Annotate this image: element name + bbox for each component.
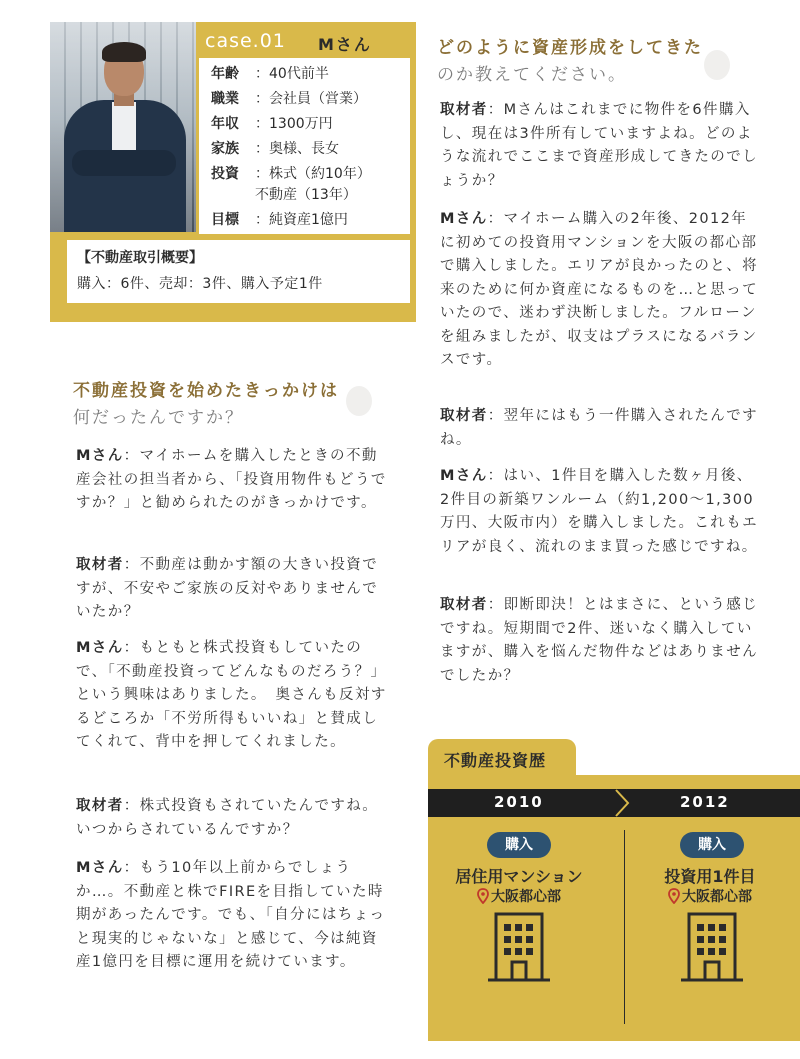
paragraph: 取材者：翌年にはもう一件購入されたんですね。 bbox=[440, 408, 759, 448]
paragraph: 取材者：Mさんはこれまでに物件を6件購入し、現在は3件所有していますよね。どのような流れでここまで資産形成してきたのでしょうか？ bbox=[440, 102, 758, 189]
profile-row-age: 年齢 ：40代前半 bbox=[211, 66, 329, 82]
location-pin-icon bbox=[477, 888, 489, 904]
paragraph: Mさん：マイホームを購入したときの不動産会社の担当者から、「投資用物件もどうですか？」と勧められたのがきっかけです。 bbox=[76, 448, 387, 511]
property-title: 投資用1件目 bbox=[664, 867, 756, 886]
interviewee-name: Mさん bbox=[318, 35, 372, 54]
chevron-right-icon bbox=[612, 789, 632, 817]
building-icon bbox=[675, 910, 749, 984]
purchase-badge: 購入 bbox=[680, 832, 744, 858]
profile-row-investment: 投資 ：株式（約10年） bbox=[211, 166, 371, 182]
question-heading-right: どのように資産形成をしてきた のか教えてください。 bbox=[437, 38, 703, 85]
profile-row-family: 家族 ：奥様、長女 bbox=[211, 141, 339, 157]
profile-details bbox=[199, 58, 410, 234]
profile-row-goal: 目標 ：純資産1億円 bbox=[211, 212, 348, 228]
property-location: 大阪都心部 bbox=[429, 886, 609, 906]
profile-photo bbox=[50, 22, 196, 232]
property-title: 居住用マンション bbox=[455, 867, 583, 886]
paragraph: Mさん：はい、1件目を購入した数ヶ月後、2件目の新築ワンルーム（約1,200～1,300万円、大阪市内）を購入しました。これもエリアが良く、流れのまま買った感じですね。 bbox=[440, 468, 758, 555]
paragraph: 取材者：株式投資もされていたんですね。いつからされているんですか？ bbox=[76, 798, 379, 838]
building-icon bbox=[482, 910, 556, 984]
history-tab-label: 不動産投資歴 bbox=[444, 751, 547, 770]
paragraph: Mさん：マイホーム購入の2年後、2012年に初めての投資用マンションを大阪の都心部で購入しました。エリアが良かったのと、将来のために何か資産になるものを…と思っていたので、迷わず決断しました。フルローンを組みましたが、収支はプラスになるバランスです。 bbox=[440, 211, 758, 368]
purchase-badge: 購入 bbox=[487, 832, 551, 858]
history-tab bbox=[428, 739, 576, 777]
summary-body: 購入：6件、売却：3件、購入予定1件 bbox=[77, 276, 323, 292]
paragraph: 取材者：即断即決！とはまさに、という感じですね。短期間で2件、迷いなく購入していますが、購入を悩んだ物件などはありませんでしたか？ bbox=[440, 597, 759, 684]
transaction-summary bbox=[67, 240, 410, 303]
speech-bubble-decoration bbox=[704, 50, 730, 80]
profile-row-income: 年収 ：1300万円 bbox=[211, 116, 333, 132]
case-label: case.01 bbox=[205, 30, 286, 52]
timeline-year: 2010 bbox=[494, 793, 544, 811]
paragraph: Mさん：もう10年以上前からでしょうか…。不動産と株でFIREを目指していた時期があったんです。でも、「自分にはちょっと現実的じゃないな」と感じて、今は純資産1億円を目標に運用を続けています。 bbox=[76, 860, 386, 970]
location-pin-icon bbox=[668, 888, 680, 904]
timeline-divider bbox=[624, 830, 625, 1024]
question-heading-left: 不動産投資を始めたきっかけは 何だったんですか？ bbox=[73, 381, 339, 428]
speech-bubble-decoration bbox=[346, 386, 372, 416]
profile-row-investment-2: 不動産（13年） bbox=[255, 187, 357, 203]
profile-row-job: 職業 ：会社員（営業） bbox=[211, 91, 367, 107]
property-location: 大阪都心部 bbox=[620, 886, 800, 906]
summary-title: 【不動産取引概要】 bbox=[77, 250, 203, 266]
paragraph: Mさん：もともと株式投資もしていたので、「不動産投資ってどんなものだろう？」という興味はありました。 奥さんも反対するどころか「不労所得もいいね」と賛成してくれて、背中を押してくれました。 bbox=[76, 640, 387, 750]
timeline-year: 2012 bbox=[680, 793, 730, 811]
paragraph: 取材者：不動産は動かす額の大きい投資ですが、不安やご家族の反対やありませんでいたか？ bbox=[76, 557, 379, 620]
